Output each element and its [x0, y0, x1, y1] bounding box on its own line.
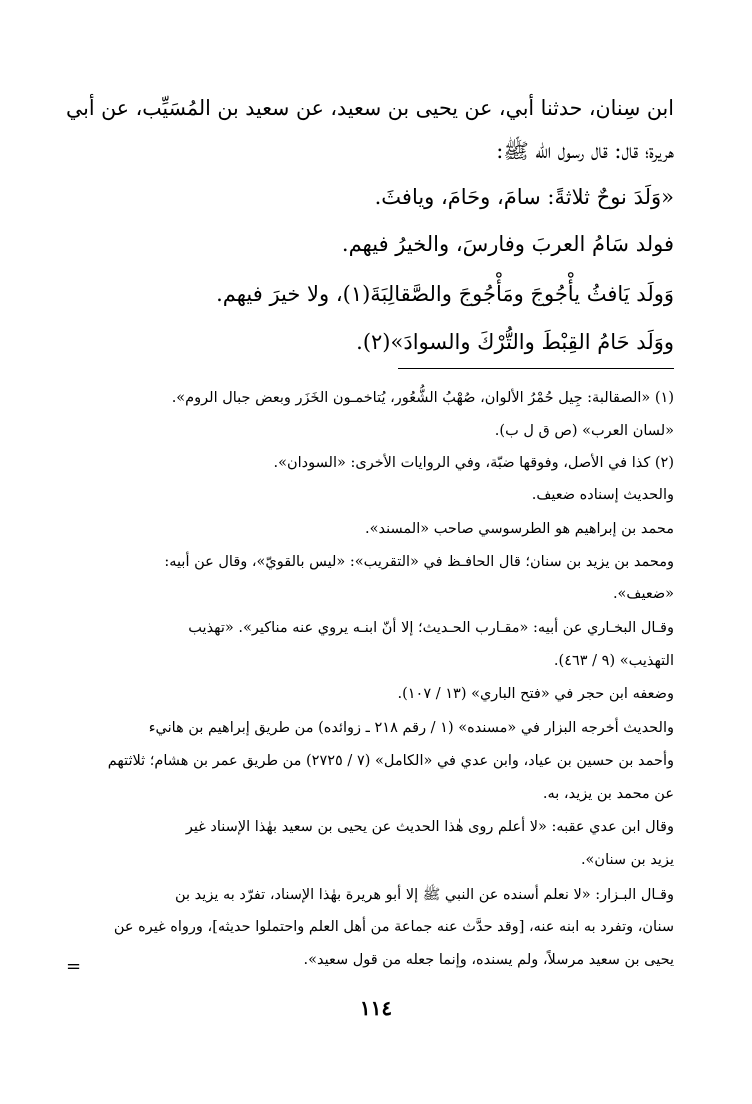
continuation-mark: =: [66, 956, 82, 977]
footnote-line: ومحمد بن يزيد بن سنان؛ قال الحافـظ في «التقريب»: «ليس بالقويّ»، وقال عن أبيه:: [164, 554, 674, 570]
footnote-line: التهذيب» (٩ / ٤٦٣).: [553, 653, 674, 669]
page-number: ١١٤: [359, 996, 393, 1020]
footnote-line: «ضعيف».: [612, 586, 674, 602]
main-text-line: وَولَد يَافثُ يأْجُوجَ ومَأْجُوجَ والصَّقالِبَةَ(١)، ولا خيرَ فيهم.: [216, 282, 674, 306]
main-text-line: ووَلَد حَامُ القِبْطَ والتُّرْكَ والسوادَ»(٢).: [356, 330, 674, 354]
footnote-line: (٢) كذا في الأصل، وفوقها ضبّة، وفي الروايات الأخرى: «السودان».: [273, 455, 674, 471]
main-text-line: فولد سَامُ العربَ وفارسَ، والخيرُ فيهم.: [341, 232, 674, 256]
footnote-line: وقال ابن عدي عقبه: «لا أعلم روى هٰذا الحديث عن يحيى بن سعيد بهٰذا الإسناد غير: [185, 819, 674, 835]
footnote-line: «لسان العرب» (ص ق ل ب).: [494, 423, 674, 439]
footnote-line: والحديث أخرجه البزار في «مسنده» (١ / رقم ٢١٨ ـ زوائده) من طريق إبراهيم بن هانيء: [148, 720, 674, 736]
main-text-line: ابن سِنان، حدثنا أبي، عن يحيى بن سعيد، عن سعيد بن المُسَيِّب، عن أبي: [66, 96, 674, 120]
footnote-line: عن محمد بن يزيد، به.: [542, 786, 674, 802]
footnote-line: وأحمد بن حسين بن عياد، وابن عدي في «الكامل» (٧ / ٢٧٢٥) من طريق عمر بن هشام؛ ثلاثتهم: [107, 753, 674, 769]
footnote-divider: [398, 368, 674, 369]
footnote-line: وضعفه ابن حجر في «فتح الباري» (١٣ / ١٠٧).: [397, 686, 674, 702]
footnote-line: (١) «الصقالبة: جِيل حُمْرُ الألوان، صُهْبُ الشُّعُور، يُتاخمـون الخَزَر وبعض جبال الروم».: [171, 390, 674, 406]
footnote-line: محمد بن إبراهيم هو الطرسوسي صاحب «المسند».: [364, 521, 674, 537]
footnote-line: يحيى بن سعيد مرسلاً، ولم يسنده، وإنما جعله من قول سعيد».: [303, 952, 674, 968]
footnote-line: وقـال البـزار: «لا نعلم أسنده عن النبي ﷺ إلا أبو هريرة بهٰذا الإسناد، تفرّد به يزيد بن: [174, 887, 674, 903]
footnote-line: يزيد بن سنان».: [580, 852, 674, 868]
main-text-line: هريرة؛ قال: قال رسول الله ﷺ:: [496, 139, 674, 163]
main-text-line: «وَلَدَ نوحٌ ثلاثةً: سامَ، وحَامَ، ويافثَ.: [374, 185, 674, 209]
footnote-line: سنان، وتفرد به ابنه عنه، [وقد حدَّث عنه جماعة من أهل العلم واحتملوا حديثه]، ورواه غيره عن: [113, 919, 674, 935]
footnote-line: وقـال البخـاري عن أبيه: «مقـارب الحـديث؛ إلا أنّ ابنـه يروي عنه مناكير». «تهذيب: [188, 620, 674, 636]
footnote-line: والحديث إسناده ضعيف.: [531, 487, 674, 503]
